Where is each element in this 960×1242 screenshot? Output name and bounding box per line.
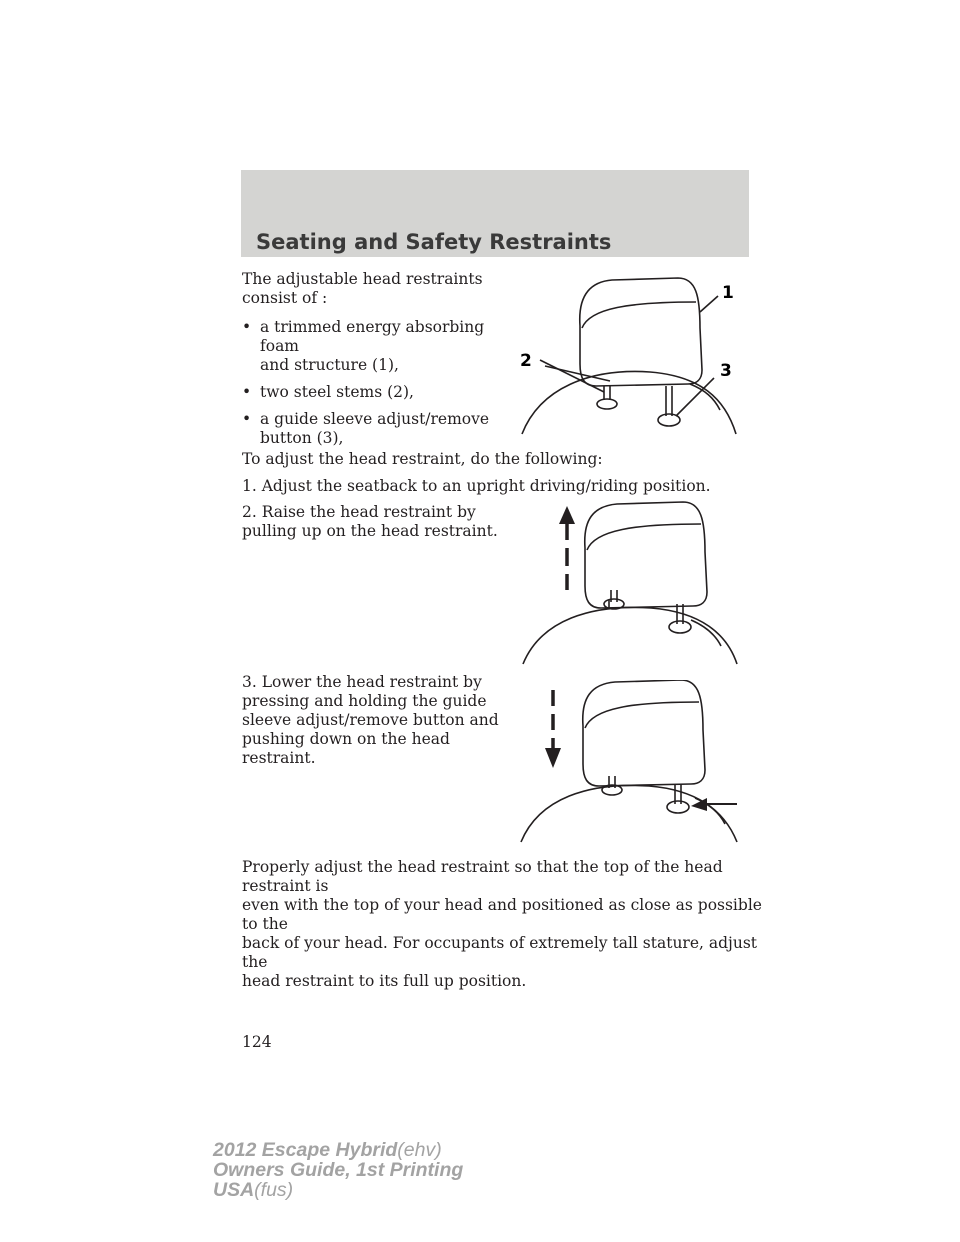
list-item-line: button (3), [260,429,344,447]
head-restraint-components-figure [500,268,760,436]
list-item-line: and structure (1), [260,356,399,374]
closing-line: even with the top of your head and positioned as close as possible to the [242,896,762,933]
list-item [242,383,522,402]
callout-1: 1 [722,283,734,303]
list-item-line: • a guide sleeve adjust/remove [260,410,490,428]
seatback-outline [521,785,737,842]
closing-line: back of your head. For occupants of extremely tall stature, adjust the [242,934,757,971]
list-item-line: • a trimmed energy absorbing foam [260,318,485,355]
headrest-outline [585,502,707,608]
callout-3: 3 [720,361,732,381]
closing-paragraph [242,858,762,991]
footer-region: USA [213,1179,255,1201]
section-title: Seating and Safety Restraints [256,230,612,254]
page-number: 124 [242,1033,272,1051]
headrest-outline [583,680,705,786]
closing-line: Properly adjust the head restraint so that the top of the head restraint is [242,858,723,895]
step-2-line: pulling up on the head restraint. [242,522,498,540]
closing-line: head restraint to its full up position. [242,972,527,990]
step-2 [242,503,522,541]
intro-line-2: consist of : [242,289,328,307]
step-3-line: pushing down on the head restraint. [242,730,450,767]
list-item [242,318,522,375]
footer-model: 2012 Escape Hybrid [213,1139,398,1161]
footer-region-code: (fus) [254,1179,294,1201]
seatback-outline [523,607,737,664]
document-footer [213,1140,463,1200]
headrest-outline [580,278,702,386]
step-3 [242,673,522,768]
footer-guide: Owners Guide, 1st Printing [213,1159,464,1181]
step-3-line: pressing and holding the guide [242,692,487,710]
list-item-line: • two steel stems (2), [260,383,414,401]
step-3-line: sleeve adjust/remove button and [242,711,499,729]
list-item [242,410,522,448]
adjust-intro: To adjust the head restraint, do the following: [242,450,603,468]
section-header-bar [241,170,749,257]
component-list [242,318,522,448]
intro-block [242,270,522,456]
step-3-line: 3. Lower the head restraint by [242,673,482,691]
footer-model-code: (ehv) [397,1139,442,1161]
seatback-outline [522,372,736,434]
step-2-line: 2. Raise the head restraint by [242,503,476,521]
lower-head-restraint-figure [515,680,755,846]
raise-head-restraint-figure [515,500,755,668]
intro-line-1: The adjustable head restraints [242,270,483,288]
sleeve-left [597,399,617,409]
callout-2: 2 [520,351,532,371]
step-1: 1. Adjust the seatback to an upright driving/riding position. [242,477,711,495]
